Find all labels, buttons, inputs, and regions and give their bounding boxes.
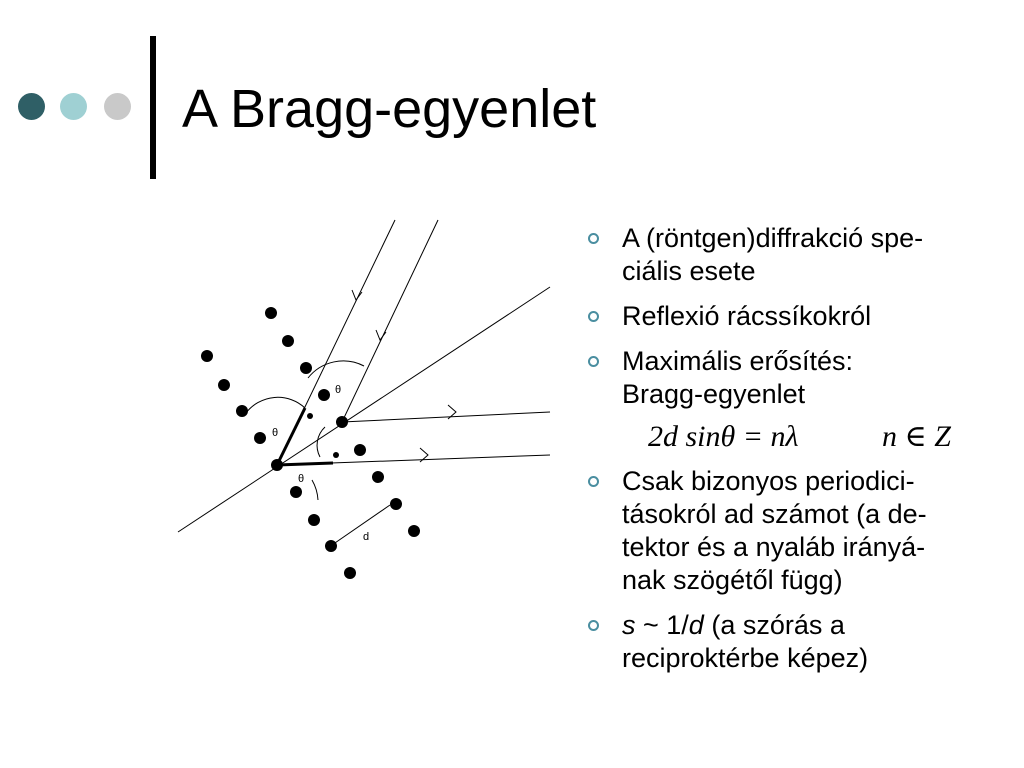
bullet-marker [588, 620, 599, 631]
bragg-diagram [170, 215, 555, 590]
bullet-text: reciproktérbe képez) [622, 643, 869, 673]
bullet-list [588, 222, 1008, 687]
rest-text: (a szórás a [703, 610, 845, 640]
lattice-atom [325, 540, 337, 552]
bullet-marker [588, 233, 599, 244]
theta-arc [312, 480, 318, 500]
lattice-atoms [201, 307, 420, 579]
lattice-atom [201, 350, 213, 362]
bragg-equation [588, 417, 1008, 457]
lattice-atom [408, 525, 420, 537]
path-difference-segment [277, 408, 305, 465]
incident-ray [342, 220, 438, 422]
bullet-text: ciális esete [622, 256, 756, 286]
lattice-atom [218, 379, 230, 391]
theta-label: θ [272, 427, 279, 439]
decorative-dot [60, 93, 87, 120]
lattice-atom [282, 335, 294, 347]
lattice-atom [390, 498, 402, 510]
decorative-dots [18, 93, 133, 123]
decorative-dot [104, 93, 131, 120]
lattice-atom [265, 307, 277, 319]
lattice-atom [354, 444, 366, 456]
bullet-text-line [622, 609, 1008, 642]
right-angle-dot [333, 452, 339, 458]
lattice-atom [308, 514, 320, 526]
lattice-atom [254, 432, 266, 444]
right-angle-dot [307, 413, 313, 419]
theta-arc [317, 427, 325, 457]
slide-title: A Bragg-egyenlet [182, 79, 597, 139]
lattice-atom [290, 486, 302, 498]
bullet-item [588, 222, 1008, 288]
title-divider [150, 36, 156, 179]
bullet-text: A (röntgen)diffrakció spe- [622, 223, 924, 253]
lattice-atom [318, 389, 330, 401]
lattice-atom [344, 567, 356, 579]
bullet-marker [588, 476, 599, 487]
lattice-atom [336, 416, 348, 428]
bullet-text: Maximális erősítés: [622, 346, 854, 376]
equation-condition: n ∈ Z [882, 420, 951, 453]
bullet-text: Bragg-egyenlet [622, 379, 806, 409]
lattice-atom [372, 471, 384, 483]
reflection-plane-line [178, 287, 550, 532]
theta-label: θ [335, 384, 342, 396]
d-dimension-line [332, 505, 390, 545]
tilde-text: ~ 1/ [635, 610, 689, 640]
bullet-item [588, 300, 1008, 333]
bullet-text: Reflexió rácssíkokról [622, 301, 872, 331]
decorative-dot [18, 93, 45, 120]
bullet-marker [588, 311, 599, 322]
d-label: d [363, 531, 370, 543]
equation-main: 2d sinθ = nλ [648, 420, 799, 453]
bullet-marker [588, 356, 599, 367]
lattice-atom [271, 459, 283, 471]
lattice-atom [236, 405, 248, 417]
theta-arc [246, 397, 305, 413]
path-difference-segment [277, 463, 333, 465]
bullet-text: tektor és a nyaláb irányá- [622, 532, 926, 562]
bullet-text: Csak bizonyos periodici- [622, 466, 915, 496]
reflected-ray [342, 412, 550, 422]
theta-arc [308, 361, 364, 378]
var-s: s [622, 610, 636, 640]
bullet-text: tásokról ad számot (a de- [622, 499, 927, 529]
theta-label: θ [298, 473, 305, 485]
bullet-item [588, 345, 1008, 411]
var-d: d [688, 610, 704, 640]
lattice-atom [300, 362, 312, 374]
bullet-text: nak szögétől függ) [622, 565, 843, 595]
bullet-item [588, 465, 1008, 597]
bullet-item [588, 609, 1008, 675]
